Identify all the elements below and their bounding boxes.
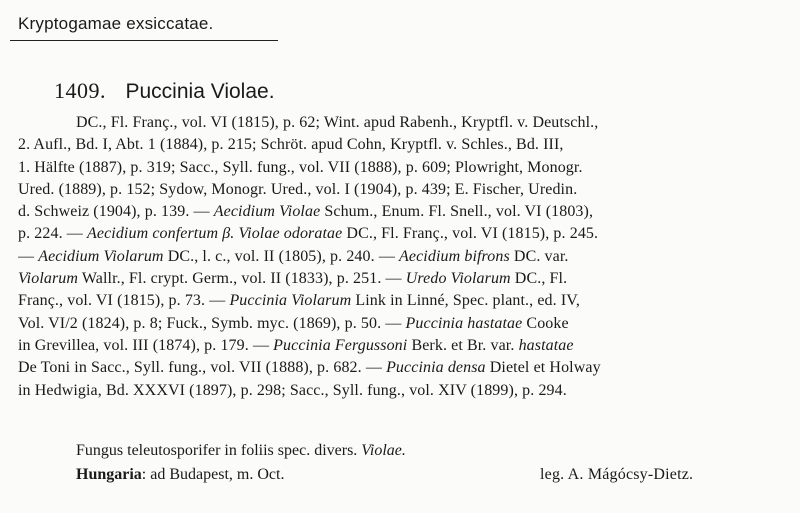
taxon-name: Aecidium Violae [213, 203, 321, 221]
citation-text: p. 224. — [18, 225, 87, 243]
citation-text: Schum., Enum. Fl. Snell., vol. VI (1803), [320, 203, 594, 221]
habitat-text: Fungus teleutosporifer in foliis spec. divers. [76, 442, 362, 459]
citation-text: Vol. VI/2 (1824), p. 8; Fuck., Symb. myc. (1869), p. 50. — [18, 314, 406, 332]
synonymy-line [18, 357, 782, 379]
citation-text: in Grevillea, vol. III (1874), p. 179. — [18, 336, 274, 354]
synonymy-line [18, 223, 782, 245]
citation-text: d. Schweiz (1904), p. 139. — [18, 203, 214, 221]
habitat-line [76, 442, 406, 460]
locality-line [76, 466, 284, 484]
synonymy-line [18, 201, 782, 223]
citation-text: Wallr., Fl. crypt. Germ., vol. II (1833), p. 251. — [78, 270, 406, 288]
synonymy-line [18, 134, 782, 156]
locality-detail: : ad Budapest, m. Oct. [141, 466, 285, 483]
taxon-name: Puccinia Fergussoni [273, 336, 408, 354]
citation-text: Franç., vol. VI (1815), p. 73. — [18, 292, 230, 310]
synonymy-line [18, 290, 782, 312]
citation-text: Link in Linné, Spec. plant., ed. IV, [351, 292, 580, 310]
locality-country: Hungaria [76, 466, 142, 483]
synonymy-line [18, 179, 782, 201]
taxon-name: Puccinia Violarum [229, 292, 352, 310]
citation-text: Berk. et Br. var. [407, 336, 519, 354]
synonymy-line [18, 335, 782, 357]
synonymy-line [18, 313, 782, 335]
synonymy-paragraph [18, 112, 782, 402]
citation-text: DC., Fl. [510, 270, 568, 288]
citation-text: Cooke [522, 314, 569, 332]
synonymy-line [18, 268, 782, 290]
entry-title [54, 78, 275, 104]
header-underline [10, 40, 278, 41]
synonymy-line [18, 246, 782, 268]
species-name: Puccinia Violae. [125, 80, 275, 103]
collection-header: Kryptogamae exsiccatae. [18, 14, 214, 33]
citation-text: DC. var. [509, 247, 569, 265]
citation-text: Ured. (1889), p. 152; Sydow, Monogr. Ured., vol. I (1904), p. 439; E. Fischer, Uredin. [18, 180, 578, 198]
citation-text: Dietel et Holway [485, 359, 601, 377]
citation-text: DC., Fl. Franç., vol. VI (1815), p. 245. [342, 225, 599, 243]
taxon-name: Violarum [18, 270, 79, 288]
entry-number: 1409. [54, 78, 106, 103]
citation-text: DC., l. c., vol. II (1805), p. 240. — [163, 247, 400, 265]
habitat-host: Violae. [361, 442, 406, 459]
synonymy-line [18, 380, 782, 402]
citation-text: in Hedwigia, Bd. XXXVI (1897), p. 298; Sacc., Syll. fung., vol. XIV (1899), p. 294. [18, 381, 567, 399]
citation-text: 1. Hälfte (1887), p. 319; Sacc., Syll. fung., vol. VII (1888), p. 609; Plowright, Monogr. [18, 158, 583, 176]
taxon-name: Uredo Violarum [405, 270, 511, 288]
citation-text: — [18, 247, 39, 265]
synonymy-line [18, 157, 782, 179]
citation-text: DC., Fl. Franç., vol. VI (1815), p. 62; Wint. apud Rabenh., Kryptfl. v. Deutschl., [76, 114, 599, 131]
taxon-name: Puccinia hastatae [405, 314, 523, 332]
taxon-name: Aecidium bifrons [399, 247, 510, 265]
citation-text: 2. Aufl., Bd. I, Abt. 1 (1884), p. 215; Schröt. apud Cohn, Kryptfl. v. Schles., Bd. III, [18, 136, 564, 154]
taxon-name: Aecidium confertum β. Violae odoratae [87, 225, 343, 243]
collector-line: leg. A. Mágócsy-Dietz. [540, 466, 694, 483]
taxon-name: Aecidium Violarum [38, 247, 164, 265]
synonymy-line [18, 112, 782, 134]
taxon-name: hastatae [518, 336, 574, 354]
citation-text: De Toni in Sacc., Syll. fung., vol. VII (1888), p. 682. — [18, 359, 387, 377]
taxon-name: Puccinia densa [386, 359, 486, 377]
